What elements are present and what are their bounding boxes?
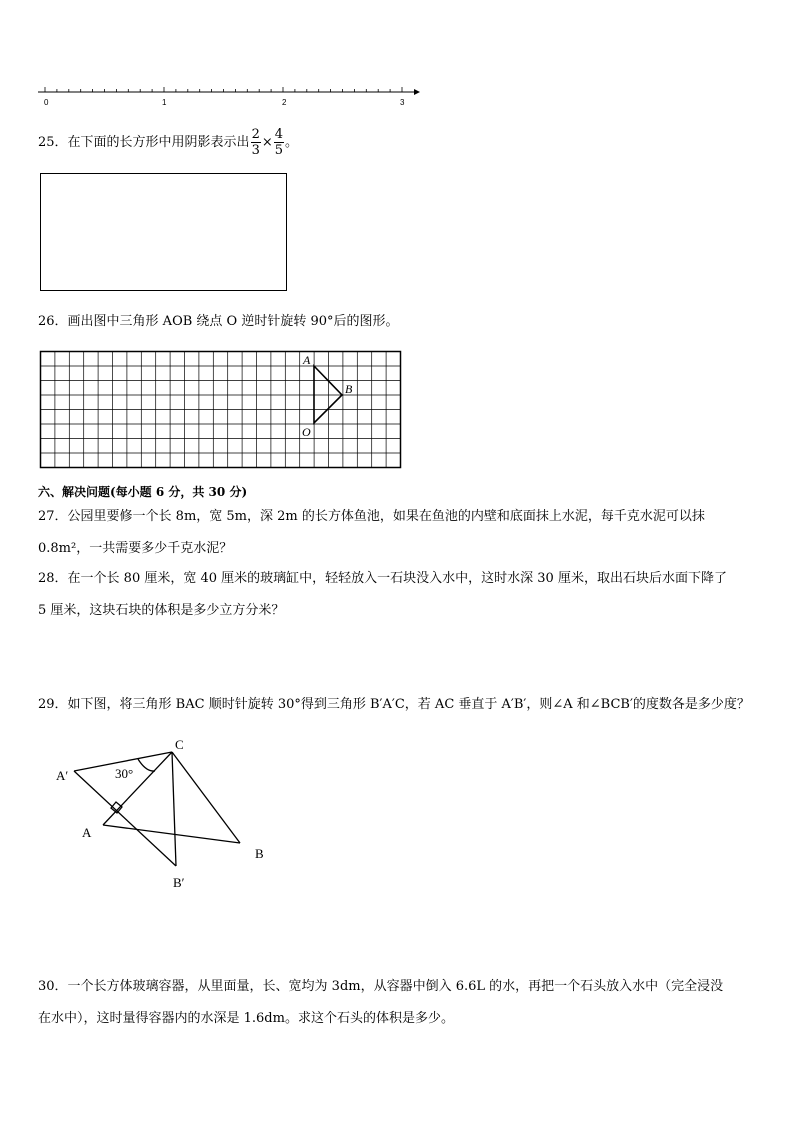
vertex-label-a-prime: A′ (56, 768, 69, 783)
fraction-1-denominator: 3 (251, 143, 260, 158)
vertex-label-b: B (255, 846, 264, 861)
segment-a-b (103, 825, 240, 843)
question-28-line-2: 5 厘米，这块石块的体积是多少立方分米？ (38, 603, 285, 618)
question-27-line-2: 0.8m²，一共需要多少千克水泥？ (38, 541, 233, 556)
point-label-b: B (345, 382, 353, 396)
number-line-label-1: 1 (162, 98, 167, 107)
question-25-number: 25． (38, 135, 68, 150)
question-29: 29．如下图，将三角形 BAC 顺时针旋转 30°得到三角形 B′A′C，若 AC 垂直于 A′B′，则∠A 和∠BCB′的度数各是多少度？ (38, 697, 750, 712)
point-label-o: O (302, 425, 311, 439)
angle-arc-30 (138, 759, 155, 771)
vertex-label-a: A (82, 825, 92, 840)
question-28-line-1: 28．在一个长 80 厘米，宽 40 厘米的玻璃缸中，轻轻放入一石块没入水中，这时水深 30 厘米，取出石块后水面下降了 (38, 571, 727, 586)
segment-c-b (172, 752, 240, 843)
question-30-line-1: 30．一个长方体玻璃容器，从里面量，长、宽均为 3dm，从容器中倒入 6.6L 的水，再把一个石头放入水中（完全浸没 (38, 979, 724, 994)
times-sign: × (261, 135, 273, 150)
point-label-a: A (303, 353, 311, 367)
number-line-label-0: 0 (44, 98, 49, 107)
question-26: 26．画出图中三角形 AOB 绕点 O 逆时针旋转 90°后的图形。 (38, 314, 399, 329)
question-27-line-1: 27．公园里要修一个长 8m，宽 5m，深 2m 的长方体鱼池，如果在鱼池的内壁和底面抹上水泥，每千克水泥可以抹 (38, 509, 705, 524)
section-heading: 六、解决问题(每小题 6 分，共 30 分) (38, 485, 248, 499)
vertex-label-c: C (175, 737, 184, 752)
angle-label-30: 30° (115, 766, 134, 781)
fraction-2-denominator: 5 (274, 143, 284, 158)
segment-c-b-prime (172, 752, 176, 866)
question-25-text: 在下面的长方形中用阴影表示出 (67, 135, 250, 150)
number-line-label-2: 2 (282, 98, 287, 107)
question-30-line-2: 在水中），这时量得容器内的水深是 1.6dm。求这个石头的体积是多少。 (38, 1011, 454, 1026)
fraction-2-numerator: 4 (274, 127, 284, 142)
question-25-end: 。 (285, 135, 299, 150)
segment-a-prime-b-prime (74, 771, 176, 866)
fraction-1-numerator: 2 (251, 127, 260, 142)
number-line-label-3: 3 (400, 98, 405, 107)
vertex-label-b-prime: B′ (173, 875, 185, 890)
